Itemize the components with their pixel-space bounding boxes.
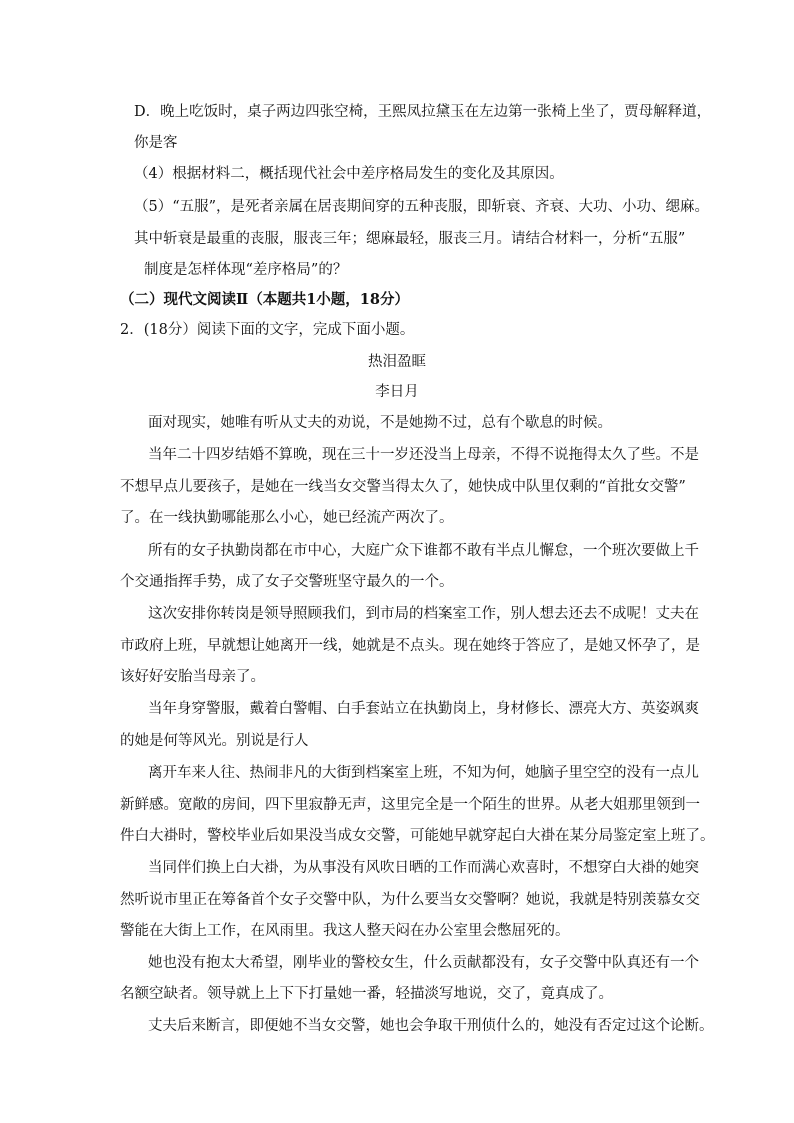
question-2-prompt: 2．(18分）阅读下面的文字，完成下面小题。 xyxy=(120,322,415,338)
story-line: 面对现实，她唯有听从丈夫的劝说，不是她拗不过，总有个歇息的时候。 xyxy=(148,415,612,431)
question-5-line-3: 制度是怎样体现“差序格局”的？ xyxy=(144,262,348,278)
story-line: 丈夫后来断言，即便她不当女交警，她也会争取干刑侦什么的，她没有否定过这个论断。 xyxy=(148,1018,714,1034)
question-5-line-2: 其中斩衰是最重的丧服，服丧三年；缌麻最轻，服丧三月。请结合材料一，分析“五服” xyxy=(134,231,686,247)
story-line: 离开车来人往、热闹非凡的大街到档案室上班，不知为何，她脑子里空空的没有一点儿 xyxy=(148,765,699,781)
story-line: 警能在大街上工作，在风雨里。我这人整天闷在办公室里会憋屈死的。 xyxy=(120,923,570,939)
question-5-line-1: （5）“五服”，是死者亲属在居丧期间穿的五种丧服，即斩衰、齐衰、大功、小功、缌麻。 xyxy=(134,199,710,215)
story-line: 该好好安胎当母亲了。 xyxy=(120,669,265,685)
story-line: 市政府上班，早就想让她离开一线，她就是不点头。现在她终于答应了，是她又怀孕了，是 xyxy=(120,638,700,654)
story-title: 热泪盈眶 xyxy=(368,354,426,370)
story-line: 她也没有抱太大希望，刚毕业的警校女生，什么贡献都没有，女子交警中队真还有一个 xyxy=(148,955,699,971)
story-line: 不想早点儿要孩子，是她在一线当女交警当得太久了，她快成中队里仅剩的“首批女交警” xyxy=(120,479,686,495)
option-d-line-2: 你是客 xyxy=(134,135,178,151)
story-line: 的她是何等风光。别说是行人 xyxy=(120,733,309,749)
story-line: 这次安排你转岗是领导照顾我们，到市局的档案室工作，别人想去还去不成呢！丈夫在 xyxy=(148,606,699,622)
section-heading: （二）现代文阅读Ⅱ（本题共1小题，18分） xyxy=(120,291,409,308)
story-line: 所有的女子执勤岗都在市中心，大庭广众下谁都不敢有半点儿懈怠，一个班次要做上千 xyxy=(148,543,699,559)
story-line: 然听说市里正在筹备首个女子交警中队，为什么要当女交警啊？她说，我就是特别羡慕女交 xyxy=(120,892,700,908)
story-line: 个交通指挥手势，成了女子交警班坚守最久的一个。 xyxy=(120,574,454,590)
option-d-line-1: D．晚上吃饭时，桌子两边四张空椅，王熙凤拉黛玉在左边第一张椅上坐了，贾母解释道， xyxy=(134,104,712,120)
story-line: 件白大褂时，警校毕业后如果没当成女交警，可能她早就穿起白大褂在某分局鉴定室上班了。 xyxy=(120,828,715,844)
story-author: 李日月 xyxy=(375,384,419,400)
story-line: 名额空缺者。领导就上上下下打量她一番，轻描淡写地说，交了，竟真成了。 xyxy=(120,986,613,1002)
story-line: 新鲜感。宽敞的房间，四下里寂静无声，这里完全是一个陌生的世界。从老大姐那里领到一 xyxy=(120,797,700,813)
story-line: 当同伴们换上白大褂，为从事没有风吹日晒的工作而满心欢喜时，不想穿白大褂的她突 xyxy=(148,860,699,876)
story-line: 了。在一线执勤哪能那么小心，她已经流产两次了。 xyxy=(120,510,454,526)
question-4: （4）根据材料二，概括现代社会中差序格局发生的变化及其原因。 xyxy=(134,166,564,182)
story-line: 当年身穿警服，戴着白警帽、白手套站立在执勤岗上，身材修长、漂亮大方、英姿飒爽 xyxy=(148,701,699,717)
story-line: 当年二十四岁结婚不算晚，现在三十一岁还没当上母亲，不得不说拖得太久了些。不是 xyxy=(148,447,699,463)
